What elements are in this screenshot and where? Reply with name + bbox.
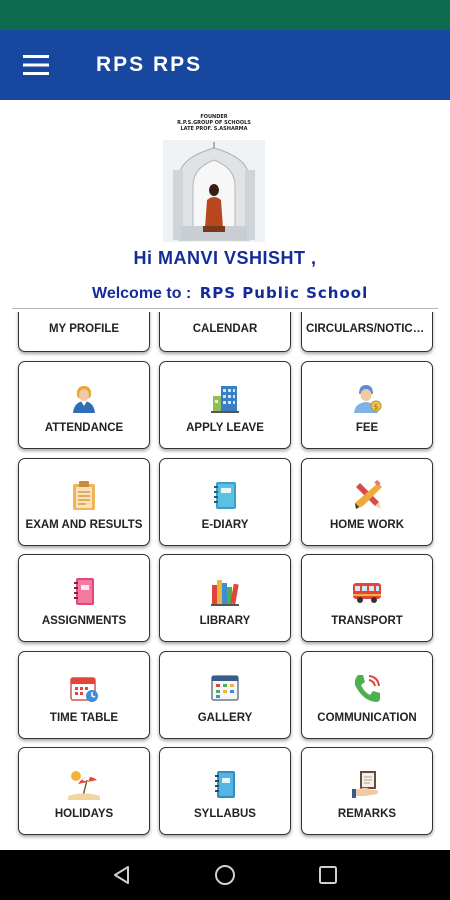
tile-label: HOLIDAYS [54,808,114,820]
hand-document-icon [351,768,383,800]
menu-tile-apply-leave[interactable] [159,361,291,449]
spiral-notebook-icon [209,768,241,800]
recents-icon [317,864,339,886]
logo-caption [163,114,265,132]
tile-label: EXAM AND RESULTS [25,519,143,531]
memorial-statue-image [163,140,265,242]
tile-label: TRANSPORT [331,615,403,627]
fee-person-icon [351,382,383,414]
menu-tile-communication[interactable] [301,651,433,739]
menu-tile-my-profile[interactable] [18,312,150,352]
tile-label: GALLERY [197,712,253,724]
tile-label: CIRCULARS/NOTICES [306,323,428,335]
diary-icon [209,479,241,511]
gallery-icon [209,672,241,704]
bus-icon [351,575,383,607]
menu-tile-fee[interactable] [301,361,433,449]
beach-umbrella-icon [68,768,100,800]
home-icon [213,863,237,887]
tile-label: APPLY LEAVE [186,422,264,434]
logo-line: R.P.S.GROUP OF SCHOOLS [177,120,251,126]
welcome-label: Welcome to : [92,285,192,302]
welcome-line [92,284,368,303]
profile-header [0,100,450,312]
menu-tile-exam-results[interactable] [18,458,150,546]
menu-tile-circulars[interactable] [301,312,433,352]
notebook-icon [68,575,100,607]
building-icon [209,382,241,414]
menu-tile-home-work[interactable] [301,458,433,546]
menu-tile-remarks[interactable] [301,747,433,835]
calendar-clock-icon [68,672,100,704]
menu-tile-e-diary[interactable] [159,458,291,546]
tile-label: E-DIARY [201,519,249,531]
home-button[interactable] [205,855,245,895]
hamburger-icon [23,54,49,76]
menu-tile-transport[interactable] [301,554,433,642]
status-bar [0,0,450,30]
phone-icon [351,672,383,704]
logo-line: LATE PROF. S.ASHARMA [180,126,248,132]
menu-tile-holidays[interactable] [18,747,150,835]
tile-label: SYLLABUS [194,808,256,820]
tile-label: ATTENDANCE [44,422,124,434]
tile-label: CALENDAR [192,323,258,335]
logo-line: FOUNDER [200,114,228,120]
tile-label: MY PROFILE [48,323,120,335]
books-icon [209,575,241,607]
clipboard-icon [68,479,100,511]
person-icon [68,382,100,414]
menu-tile-syllabus[interactable] [159,747,291,835]
tile-label: REMARKS [337,808,397,820]
menu-tile-time-table[interactable] [18,651,150,739]
menu-tile-library[interactable] [159,554,291,642]
menu-tile-assignments[interactable] [18,554,150,642]
tile-label: TIME TABLE [49,712,119,724]
tile-label: LIBRARY [199,615,251,627]
app-title: RPS RPS [96,53,203,76]
tile-label: FEE [355,422,379,434]
menu-button[interactable] [0,30,72,100]
tile-label: ASSIGNMENTS [41,615,127,627]
school-name: RPS Public School [199,284,369,302]
menu-tile-calendar[interactable] [159,312,291,352]
greeting-text: Hi MANVI VSHISHT , [133,248,317,268]
menu-tile-attendance[interactable] [18,361,150,449]
pencil-cross-icon [351,479,383,511]
app-bar [0,30,450,100]
system-nav-bar [0,850,450,900]
tile-label: COMMUNICATION [317,712,417,724]
school-logo [163,112,265,242]
menu-tile-gallery[interactable] [159,651,291,739]
back-icon [111,864,133,886]
svg-text:$: $ [373,403,379,411]
back-button[interactable] [102,855,142,895]
tile-label: HOME WORK [329,519,405,531]
header-divider [12,308,438,309]
recents-button[interactable] [308,855,348,895]
menu-grid [0,312,450,850]
